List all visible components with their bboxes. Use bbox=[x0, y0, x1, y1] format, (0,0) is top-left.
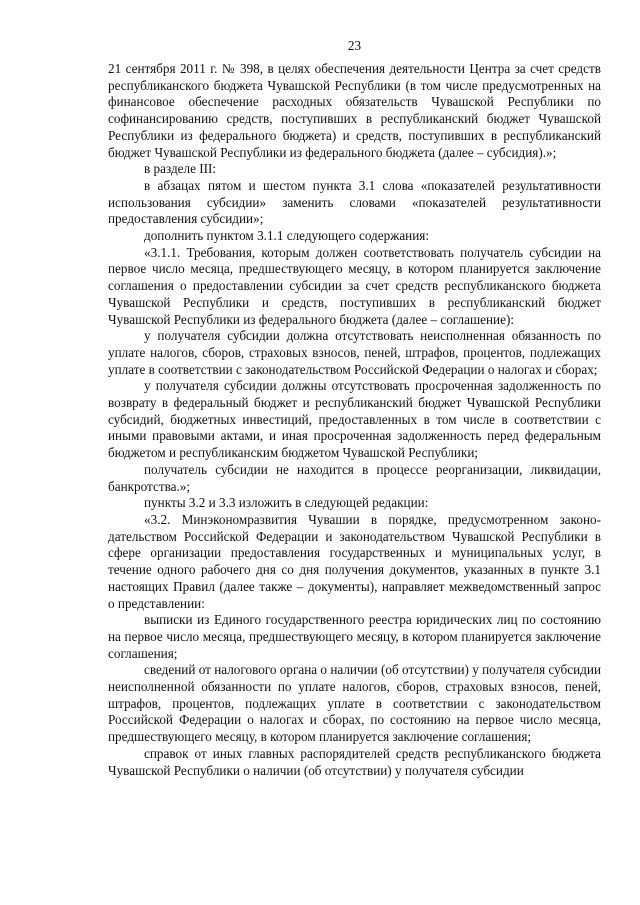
paragraph: в разделе III: bbox=[144, 161, 217, 177]
page-number: 23 bbox=[347, 38, 362, 53]
paragraph: справок от иных главных распорядителей средств республиканского бюджета Чувашской Республики о наличии (об отсутствии) у получателя субсидии bbox=[108, 745, 601, 778]
paragraph: «3.2. Минэкономразвития Чувашии в порядке, предусмотренном законодательством Российской Федерации и законодательством Чувашской Республики в сфере организации предоставления государственных и муниципальных услуг, в течение одного рабочего дня со дня получения документов, указанных в пункте 3.1 настоящих Правил (далее также – документы), направляет межведомственный запрос о представлении: bbox=[108, 511, 601, 611]
paragraph: в абзацах пятом и шестом пункта 3.1 слова «показателей результативности использования субсидии» заменить словами «показателей результативности предоставления субсидии»; bbox=[108, 177, 601, 227]
paragraph: пункты 3.2 и 3.3 изложить в следующей редакции: bbox=[144, 495, 429, 511]
paragraph: 21 сентября 2011 г. № 398, в целях обеспечения деятельности Центра за счет средств республиканского бюджета Чувашской Республики (в том числе предусмотренных на финансовое обеспечение расходных обязательств Чувашской Республики по софинансированию средств, поступивших в республиканский бюджет Чувашской Республики из федерального бюджета) и средств, поступивших в республиканский бюджет Чувашской Республики из федерального бюджета (далее – субсидия).»; bbox=[108, 61, 601, 160]
paragraph: сведений от налогового органа о наличии (об отсутствии) у получателя субсидии неисполненной обязанности по уплате налогов, сборов, страховых взносов, пеней, штрафов, процентов, подлежащих уплате в соответствии с законодательством Российской Федерации о налогах и сборах, по состоянию на первое число месяца, предшествующего месяцу, в котором планируется заключение соглашения; bbox=[108, 662, 601, 745]
paragraph: «3.1.1. Требования, которым должен соответствовать получатель субсидии на первое число месяца, предшествующего месяцу, в котором планируется заключение соглашения о предоставлении субсидии за счет средств республиканского бюджета Чувашской Республики и средств, поступивших в республиканский бюджет Чувашской Республики из федерального бюджета (далее – соглашение): bbox=[108, 244, 601, 327]
paragraph: дополнить пунктом 3.1.1 следующего содержания: bbox=[144, 228, 430, 244]
paragraph: выписки из Единого государственного реестра юридических лиц по состоянию на первое число месяца, предшествующего месяцу, в котором планируется заключение соглашения; bbox=[108, 612, 601, 661]
paragraph: у получателя субсидии должны отсутствовать просроченная задолженность по возврату в федеральный бюджет и республиканский бюджет Чувашской Республики субсидий, бюджетных инвестиций, предоставленных в том числе в соответствии с иными правовыми актами, и иная просроченная задолженность перед федеральным бюджетом и республиканским бюджетом Чувашской Республики; bbox=[108, 378, 601, 461]
document-body bbox=[108, 61, 601, 779]
paragraph: у получателя субсидии должна отсутствовать неисполненная обязанность по уплате налогов, сборов, страховых взносов, пеней, штрафов, процентов, подлежащих уплате в соответствии с законодательством Российской Федерации о налогах и сборах; bbox=[108, 328, 601, 377]
paragraph: получатель субсидии не находится в процессе реорганизации, ликвидации, банкротства.»; bbox=[108, 461, 601, 494]
